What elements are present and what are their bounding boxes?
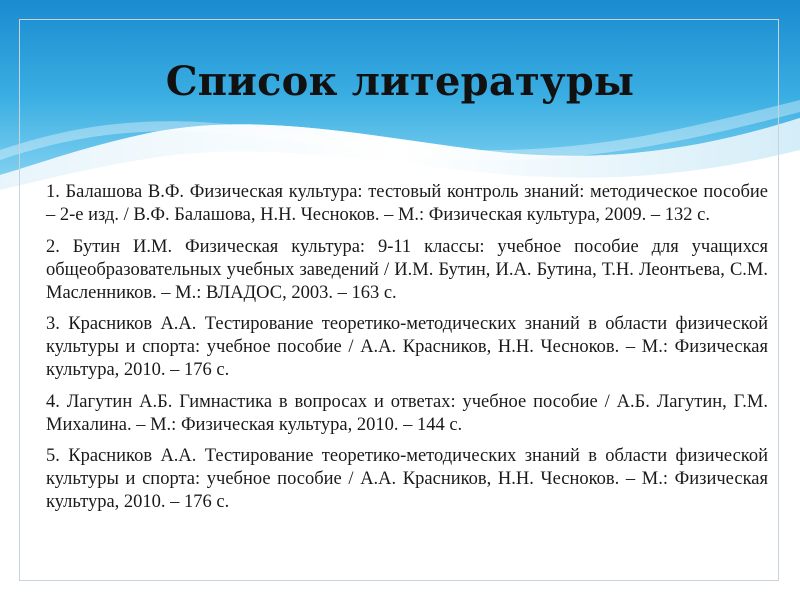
reference-text: Красников А.А. Тестирование теоретико-методических знаний в области физической культуры и спорта: учебное пособие / А.А. Красников, Н.Н. Чесноков. – М.: Физическая культура, 2010. – 176 с. bbox=[46, 314, 768, 380]
reference-text: Лагутин А.Б. Гимнастика в вопросах и ответах: учебное пособие / А.Б. Лагутин, Г.М. Михалина. – М.: Физическая культура, 2010. – 144 с. bbox=[46, 391, 768, 435]
reference-text: Красников А.А. Тестирование теоретико-методических знаний в области физической культуры и спорта: учебное пособие / А.А. Красников, Н.Н. Чесноков. – М.: Физическая культура, 2010. – 176 с. bbox=[46, 446, 768, 512]
reference-list bbox=[46, 181, 768, 523]
reference-text: Бутин И.М. Физическая культура: 9-11 классы: учебное пособие для учащихся общеобразовательных учебных заведений / И.М. Бутин, И.А. Бутина, Т.Н. Леонтьева, С.М. Масленников. – М.: ВЛАДОС, 2003. – 163 с. bbox=[46, 236, 769, 303]
reference-text: Балашова В.Ф. Физическая культура: тестовый контроль знаний: методическое пособие – 2-е изд. / В.Ф. Балашова, Н.Н. Чесноков. – М.: Физическая культура, 2009. – 132 с. bbox=[46, 182, 768, 225]
reference-number: 5. bbox=[46, 446, 60, 466]
reference-item-1 bbox=[46, 181, 768, 227]
reference-item-3 bbox=[46, 313, 768, 382]
reference-number: 2. bbox=[46, 236, 60, 257]
slide-title: Список литературы bbox=[165, 58, 635, 105]
reference-item-2 bbox=[46, 236, 768, 305]
reference-number: 3. bbox=[46, 314, 60, 334]
reference-item-4 bbox=[46, 391, 768, 437]
reference-number: 4. bbox=[46, 391, 60, 412]
reference-number: 1. bbox=[46, 182, 60, 202]
reference-item-5 bbox=[46, 445, 768, 514]
